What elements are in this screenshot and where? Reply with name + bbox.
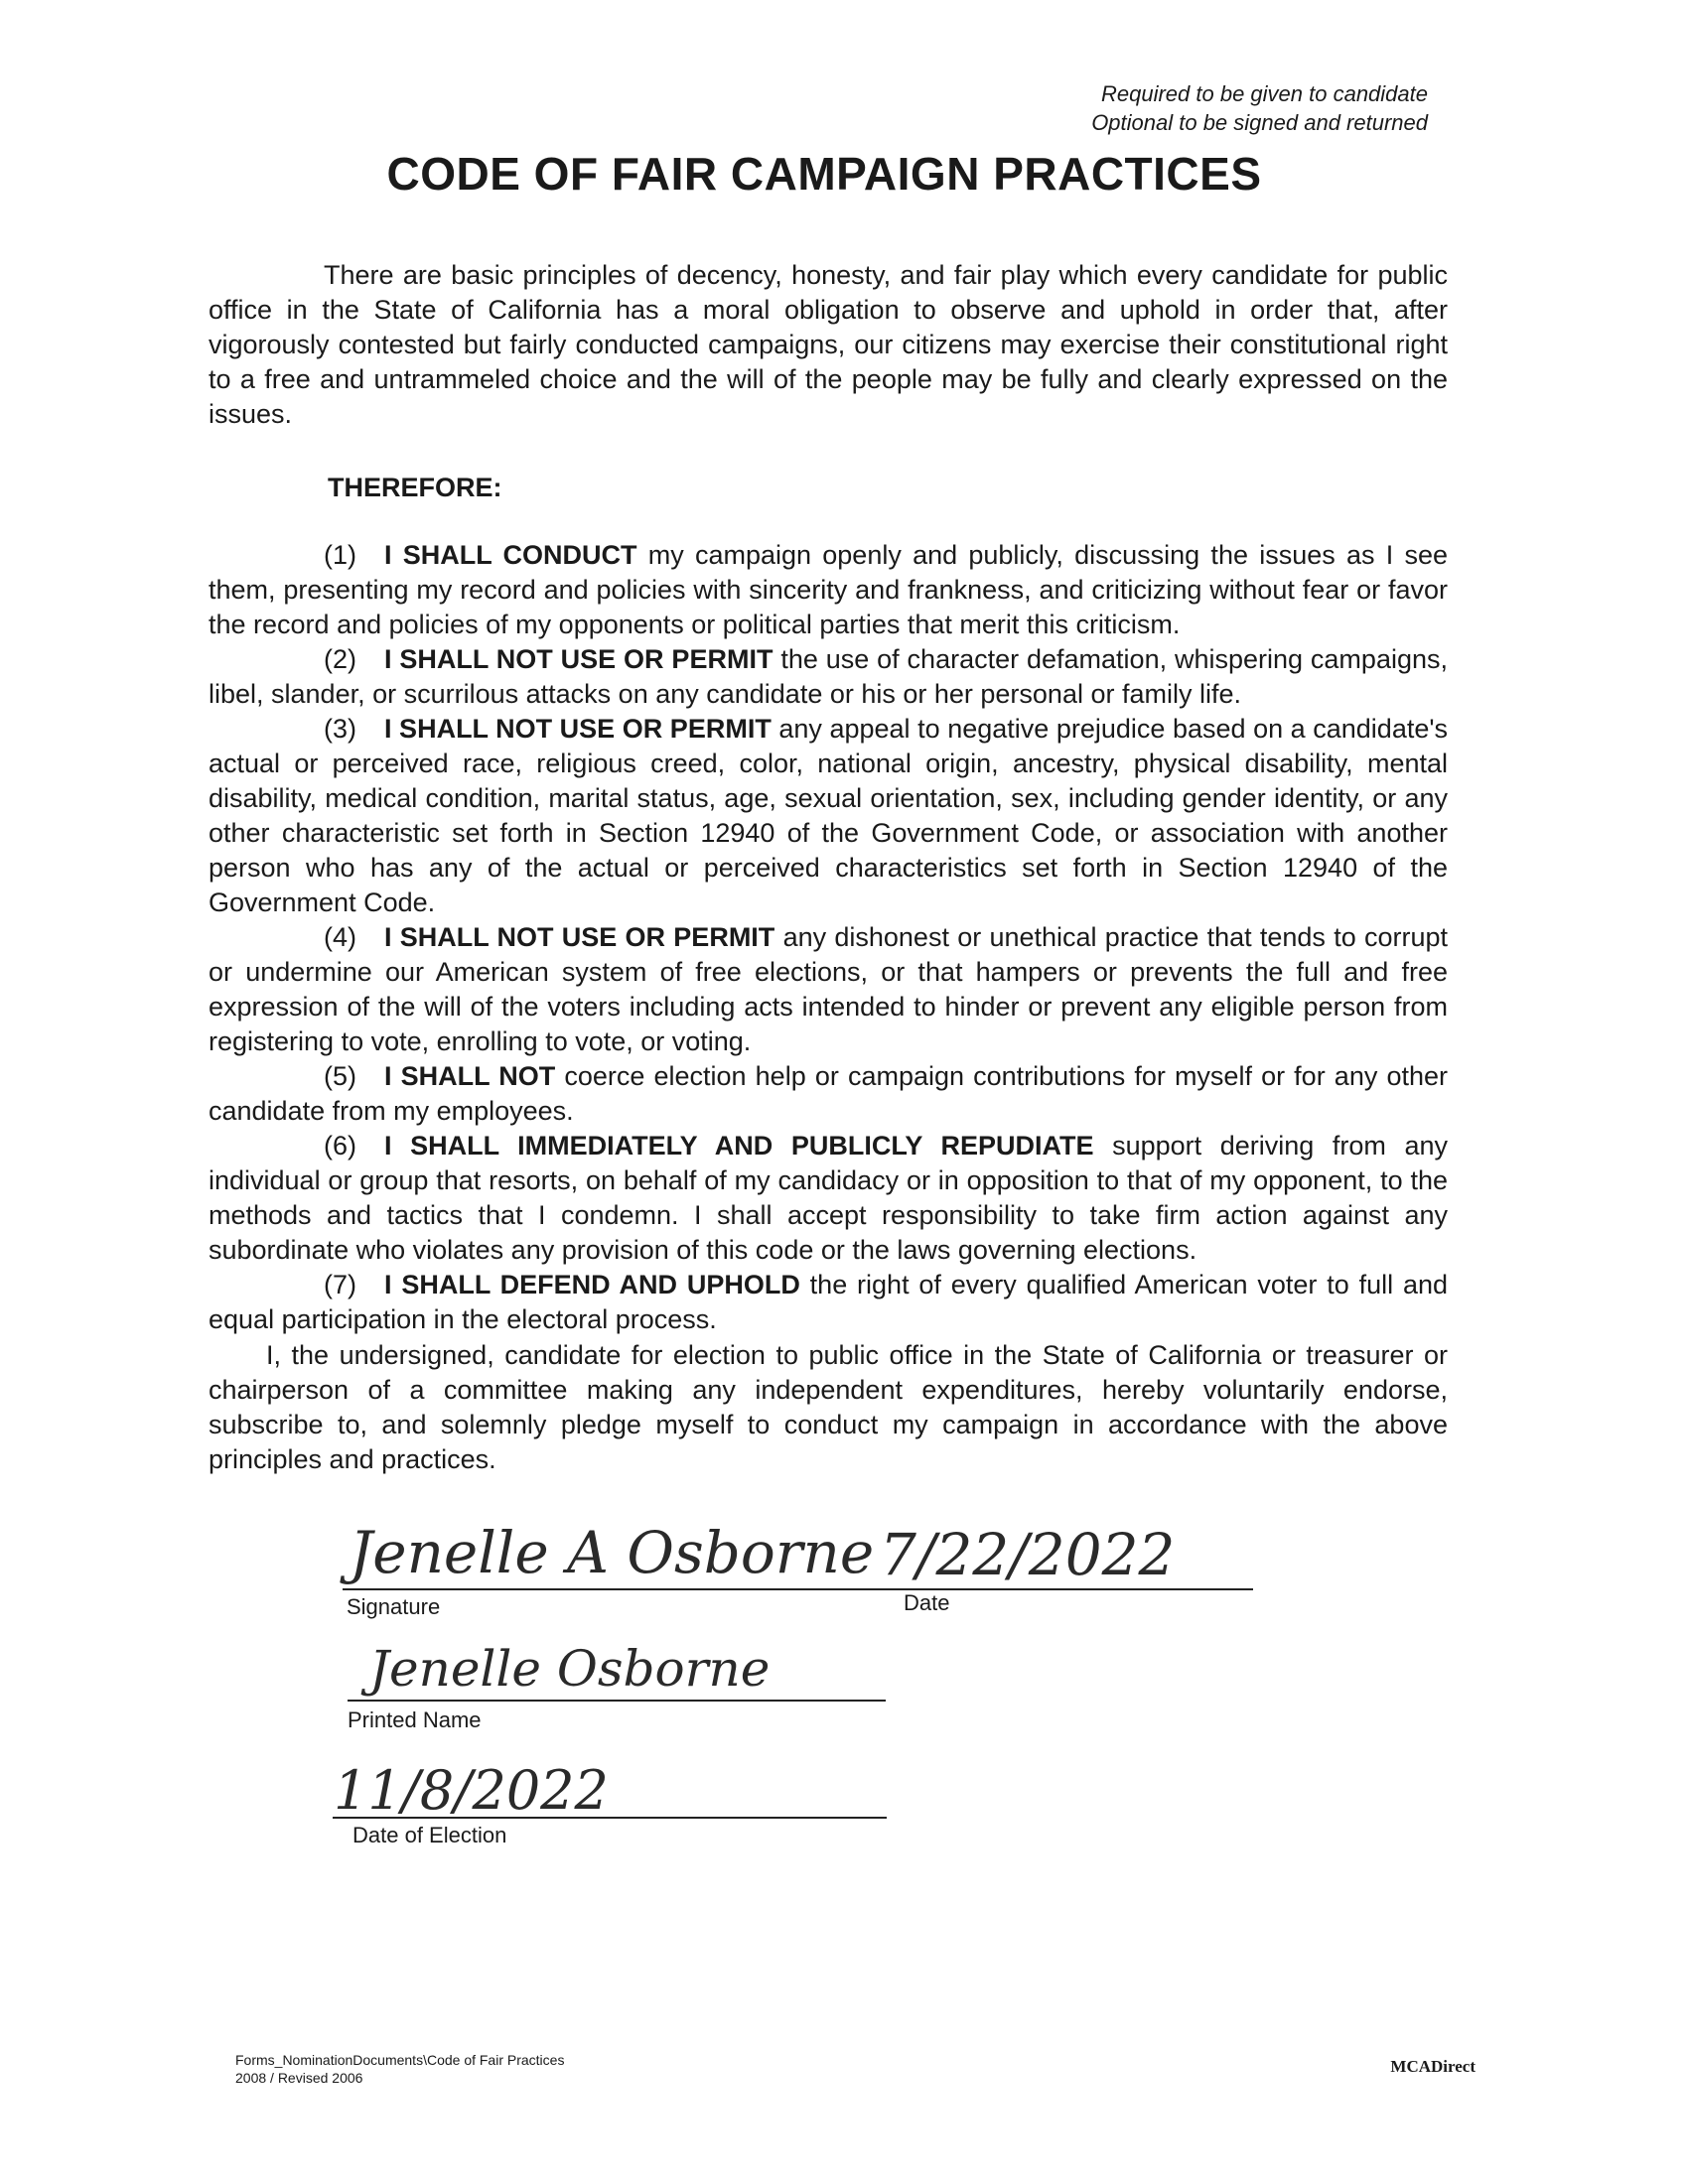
principle-item: (2) I SHALL NOT USE OR PERMIT the use of character defamation, whispering campaigns, libel, slander, or scurrilous attacks on any candidate or his or her personal or family life. (209, 644, 1448, 709)
distribution-notice (1091, 79, 1428, 137)
signature-label: Signature (347, 1594, 441, 1619)
principle-item: (4) I SHALL NOT USE OR PERMIT any dishonest or unethical practice that tends to corrupt or undermine our American system of free elections, or that hampers or prevents the full and free expression of the will of the voters including acts intended to hinder or prevent any eligible person from registering to vote, enrolling to vote, or voting. (209, 922, 1448, 1056)
form-footer (235, 2051, 564, 2087)
notice-required-line: Required to be given to candidate (1100, 81, 1428, 106)
printed-name-line[interactable] (348, 1700, 886, 1702)
date-label: Date (904, 1590, 950, 1615)
intro-paragraph: There are basic principles of decency, honesty, and fair play which every candidate for public office in the State of California has a moral obligation to observe and uphold in order that, after vigorously contested but fairly conducted campaigns, our citizens may exercise their constitutional right to a free and untrammeled choice and the will of the people may be fully and clearly expressed on the issues. (209, 260, 1448, 429)
principle-item: (1) I SHALL CONDUCT my campaign openly and publicly, discussing the issues as I see them, presenting my record and policies with sincerity and frankness, and criticizing without fear or favor the record and policies of my opponents or political parties that merit this criticism. (209, 540, 1449, 639)
notice-optional-line: Optional to be signed and returned (1091, 110, 1428, 135)
principle-item: (6) I SHALL IMMEDIATELY AND PUBLICLY REPUDIATE support deriving from any individual or group that resorts, on behalf of my candidacy or in opposition to that of my opponent, to the methods and tactics that I condemn. I shall accept responsibility to take firm action against any subordinate who violates any provision of this code or the laws governing elections. (209, 1131, 1448, 1265)
date-handwritten: 7/22/2022 (880, 1521, 1176, 1588)
principle-item: (5) I SHALL NOT coerce election help or campaign contributions for myself or for any other candidate from my employees. (209, 1061, 1448, 1126)
form-revision: 2008 / Revised 2006 (235, 2070, 363, 2086)
pledge-paragraph: I, the undersigned, candidate for election to public office in the State of California or treasurer or chairperson of a committee making any independent expenditures, hereby voluntarily endorse, subscribe to, and solemnly pledge myself to conduct my campaign in accordance with the above principles and practices. (209, 1340, 1448, 1474)
election-date-line[interactable] (333, 1817, 887, 1819)
signature-handwritten: Jenelle A Osborne (350, 1519, 875, 1586)
principle-item: (7) I SHALL DEFEND AND UPHOLD the right of every qualified American voter to full and equal participation in the electoral process. (209, 1270, 1448, 1334)
page-title: CODE OF FAIR CAMPAIGN PRACTICES (386, 148, 1262, 200)
signature-line[interactable] (343, 1588, 874, 1590)
therefore-heading: THEREFORE: (328, 473, 502, 502)
printed-name-handwritten: Jenelle Osborne (369, 1640, 771, 1698)
election-date-handwritten: 11/8/2022 (334, 1759, 609, 1822)
printed-name-label: Printed Name (348, 1707, 482, 1732)
publisher-logo: MCADirect (1390, 2057, 1476, 2076)
election-date-label: Date of Election (352, 1823, 507, 1847)
principles-list (209, 538, 1448, 1337)
form-path: Forms_NominationDocuments\Code of Fair Practices (235, 2052, 565, 2068)
principle-item: (3) I SHALL NOT USE OR PERMIT any appeal to negative prejudice based on a candidate's actual or perceived race, religious creed, color, national origin, ancestry, physical disability, mental disability, medical condition, marital status, age, sexual orientation, sex, including gender identity, or any other characteristic set forth in Section 12940 of the Government Code, or association with another person who has any of the actual or perceived characteristics set forth in Section 12940 of the Government Code. (209, 714, 1449, 917)
